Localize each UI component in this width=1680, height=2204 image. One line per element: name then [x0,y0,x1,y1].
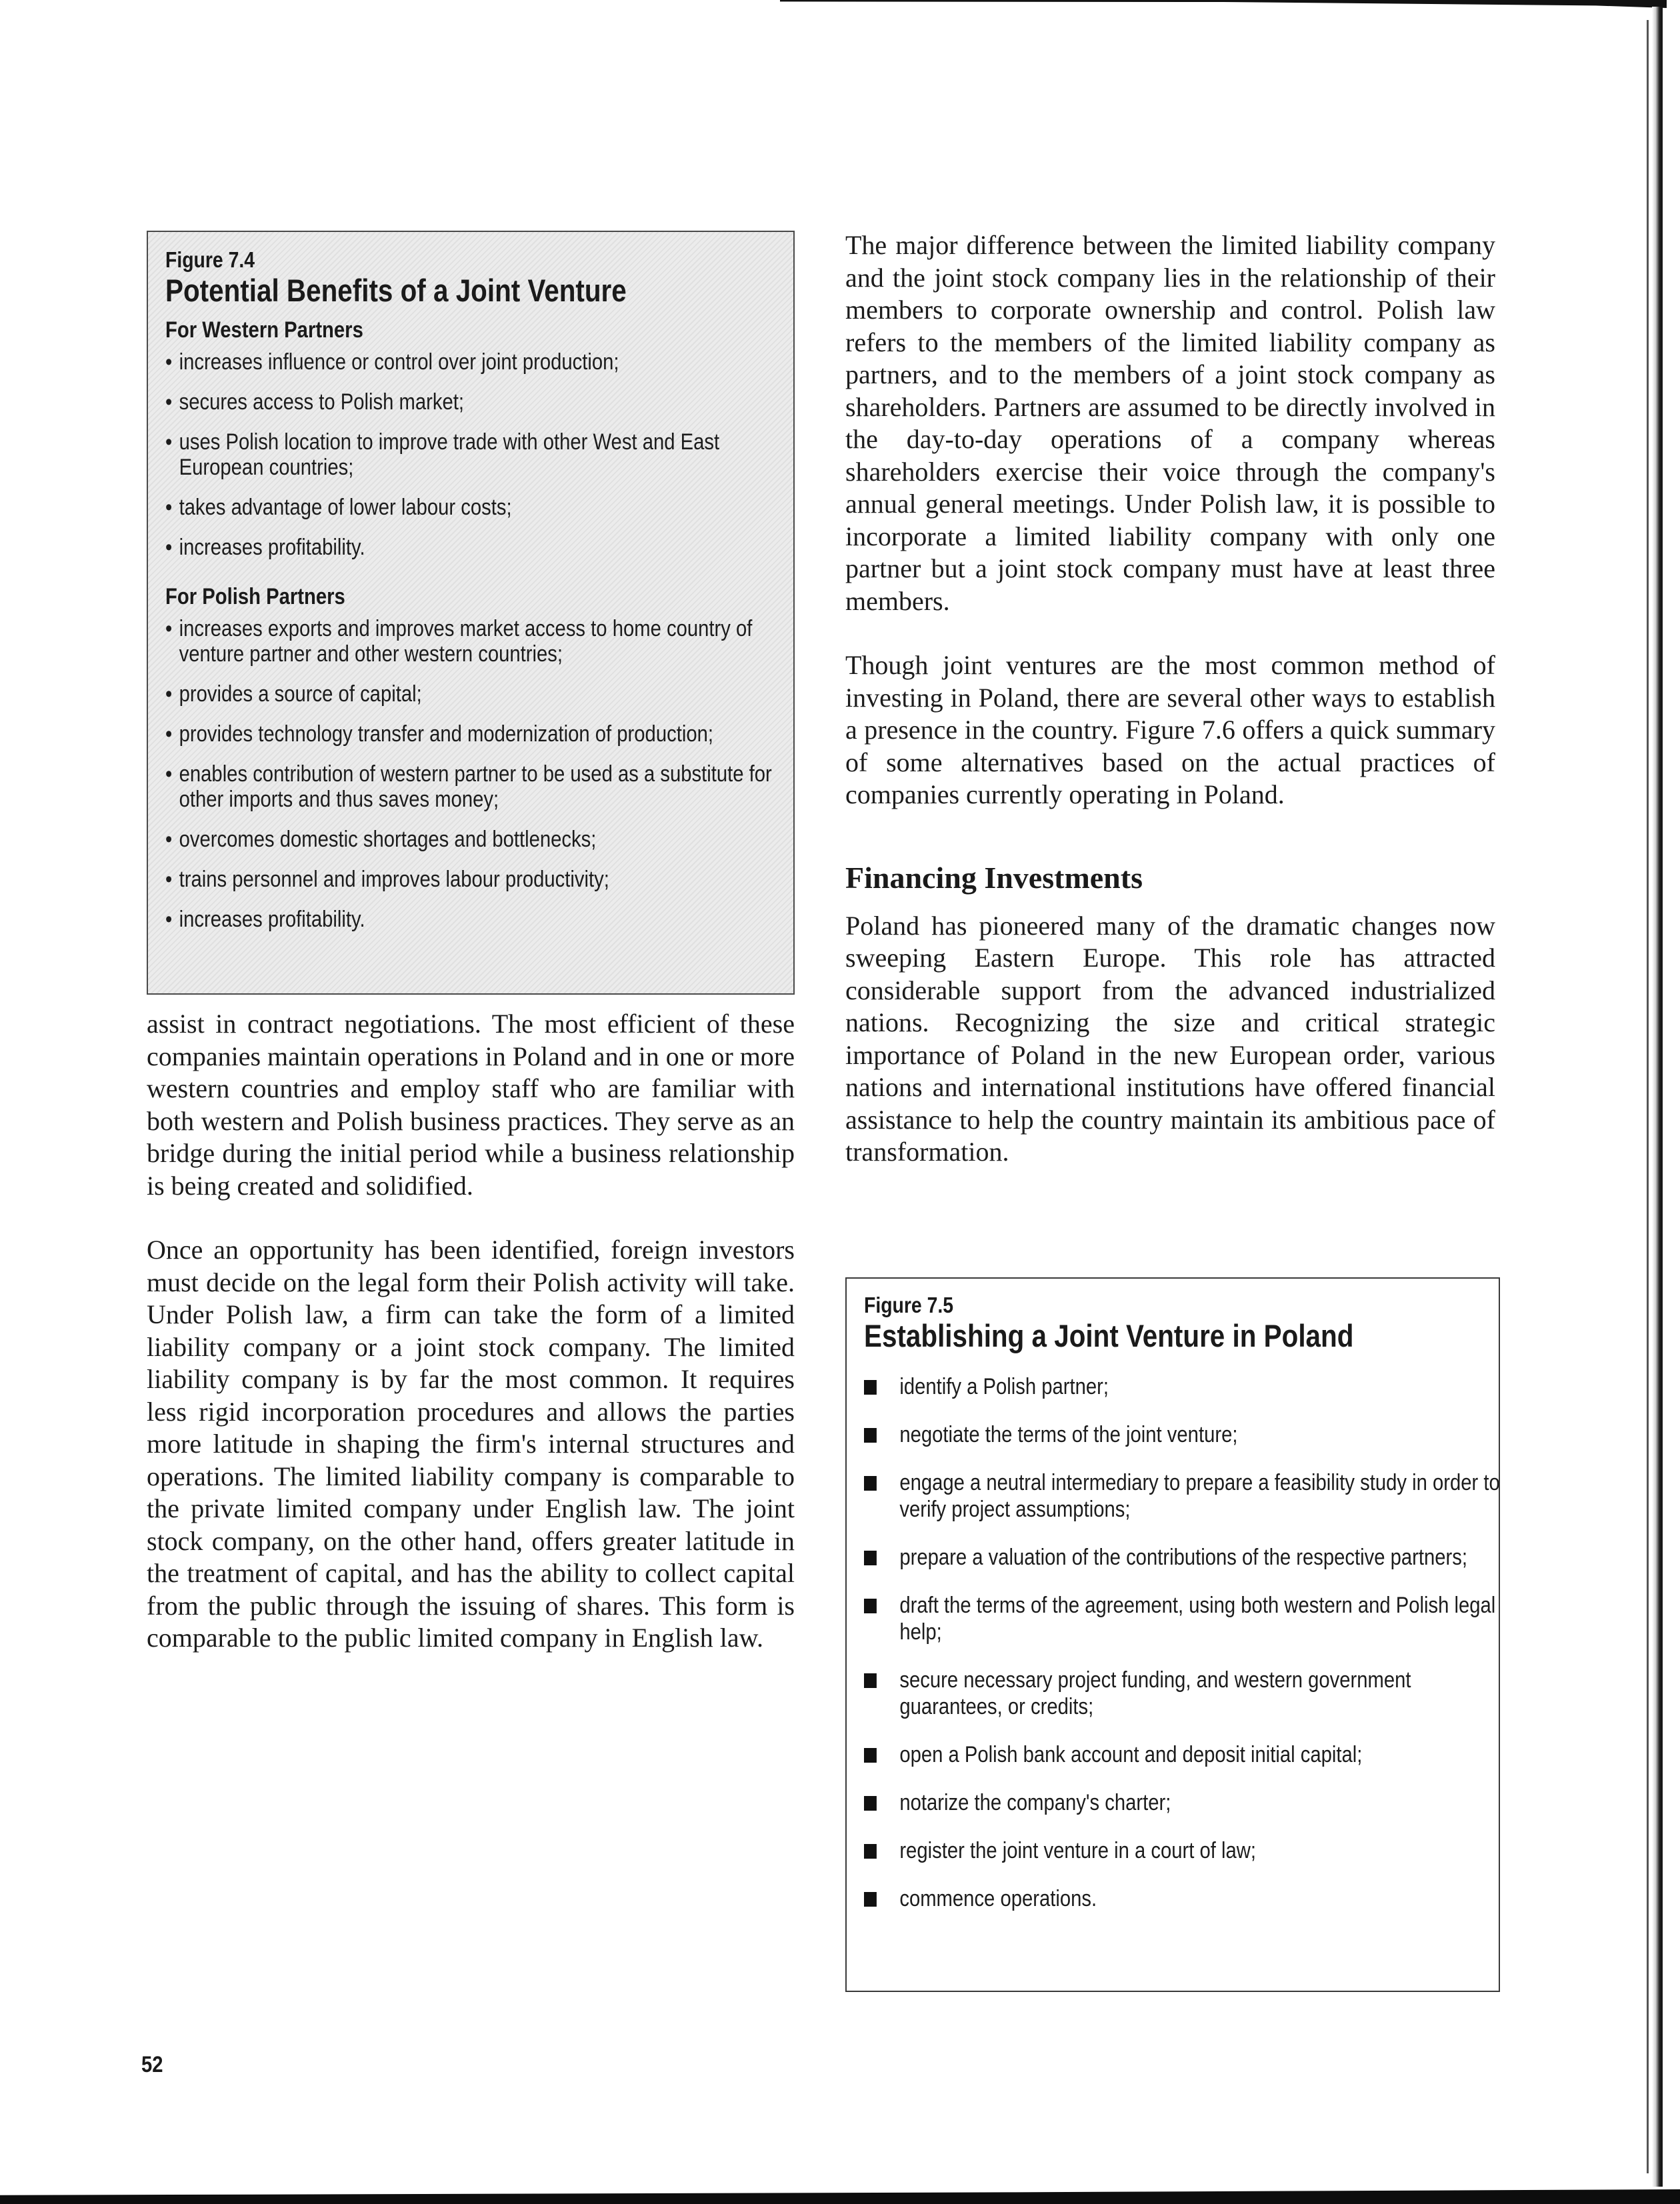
square-bullet-icon [864,1551,877,1565]
step-text: engage a neutral intermediary to prepare a feasibility study in order to verify project assumptions; [899,1470,1500,1522]
square-bullet-icon [864,1673,877,1688]
square-bullet-icon [864,1428,877,1443]
square-bullet-icon [864,1844,877,1859]
list-item [864,1667,1510,1720]
list-item: • increases profitability. [165,535,798,560]
scan-edge-right [1652,7,1663,2187]
step-text: notarize the company's charter; [899,1790,1171,1815]
list-item: • increases influence or control over joint production; [165,349,798,375]
western-benefits-list [165,349,780,560]
list-item: • overcomes domestic shortages and bottlenecks; [165,827,798,852]
list-item: • trains personnel and improves labour productivity; [165,867,798,892]
list-item: • uses Polish location to improve trade with other West and East European countries; [165,429,798,480]
list-item [864,1741,1510,1768]
right-paragraph-2: Though joint ventures are the most common method of investing in Poland, there are several other ways to establish a presence in the country. Figure 7.6 offers a quick summary of some alternatives based on the actual practices of companies currently operating in Poland. [845,650,1495,809]
step-text: secure necessary project funding, and western government guarantees, or credits; [899,1667,1411,1719]
section-heading-financing: Financing Investments [845,860,1143,895]
left-column [147,1008,795,1655]
figure-7-4-box [147,231,795,995]
square-bullet-icon [864,1380,877,1395]
list-item [864,1592,1510,1645]
list-item: • increases exports and improves market access to home country of venture partner and other western countries; [165,616,798,667]
scan-edge-top [780,0,1667,8]
list-item: • takes advantage of lower labour costs; [165,495,798,520]
left-paragraph-1: assist in contract negotiations. The most efficient of these companies maintain operations in Poland and in one or more western countries and employ staff who are familiar with both western and Polish business practices. They serve as an bridge during the initial period while a business relationship is being created and solidified. [147,1009,795,1201]
right-column [845,229,1495,1169]
left-paragraph-2: Once an opportunity has been identified, foreign investors must decide on the legal form their Polish activity will take. Under Polish law, a firm can take the form of a limited liability company or a joint stock company. The limited liability company is by far the most common. It requires less rigid incorporation procedures and allows the parties more latitude in shaping the firm's internal structures and operations. The limited liability company is comparable to the private limited company under English law. The joint stock company, on the other hand, offers greater latitude in the treatment of capital, and has the ability to collect capital from the public through the issuing of shares. This form is comparable to the public limited company in English law. [147,1235,795,1653]
square-bullet-icon [864,1476,877,1491]
list-item: • secures access to Polish market; [165,389,798,415]
list-item: • enables contribution of western partner to be used as a substitute for other imports and thus saves money; [165,761,798,812]
list-item [864,1373,1510,1400]
step-text: prepare a valuation of the contributions of the respective partners; [899,1545,1468,1570]
right-paragraph-1: The major difference between the limited liability company and the joint stock company lies in the relationship of their members to corporate ownership and control. Polish law refers to the members of the limited liability company as partners, and to the members of a joint stock company as shareholders. Partners are assumed to be directly involved in the day-to-day operations of a company whereas shareholders exercise their voice through the company's annual general meetings. Under Polish law, it is possible to incorporate a limited liability company with only one partner but a joint stock company must have at least three members. [845,230,1495,616]
polish-partners-heading: For Polish Partners [165,584,345,609]
square-bullet-icon [864,1748,877,1763]
square-bullet-icon [864,1796,877,1811]
step-text: register the joint venture in a court of law; [899,1838,1257,1863]
list-item [864,1789,1510,1816]
step-text: draft the terms of the agreement, using both western and Polish legal help; [899,1593,1496,1645]
figure-7-4-number: Figure 7.4 [165,247,255,272]
scan-edge-right-line [1647,20,1649,2173]
step-text: open a Polish bank account and deposit initial capital; [899,1742,1363,1767]
list-item: • provides technology transfer and modernization of production; [165,721,798,747]
western-partners-heading: For Western Partners [165,317,363,343]
list-item [864,1469,1510,1523]
figure-7-5-title: Establishing a Joint Venture in Poland [864,1318,1354,1353]
list-item: • increases profitability. [165,907,798,932]
page-number: 52 [141,2052,163,2077]
list-item [864,1421,1510,1448]
right-paragraph-3: Poland has pioneered many of the dramatic changes now sweeping Eastern Europe. This role has attracted considerable support from the advanced industrialized nations. Recognizing the size and critical strategic importance of Poland in the new European order, various nations and international institutions have offered financial assistance to help the country maintain its ambitious pace of transformation. [845,910,1495,1167]
list-item: • provides a source of capital; [165,681,798,707]
list-item [864,1837,1510,1864]
figure-7-5-number: Figure 7.5 [864,1293,954,1317]
list-item [864,1544,1510,1571]
square-bullet-icon [864,1599,877,1613]
square-bullet-icon [864,1892,877,1907]
step-text: negotiate the terms of the joint venture; [899,1422,1238,1447]
scan-edge-bottom [0,2189,1680,2204]
polish-benefits-list [165,616,780,932]
joint-venture-steps-list [864,1373,1500,1912]
figure-7-4-title: Potential Benefits of a Joint Venture [165,273,627,308]
step-text: identify a Polish partner; [899,1374,1109,1399]
step-text: commence operations. [899,1886,1097,1911]
figure-7-5-box [845,1277,1500,1992]
list-item [864,1885,1510,1912]
